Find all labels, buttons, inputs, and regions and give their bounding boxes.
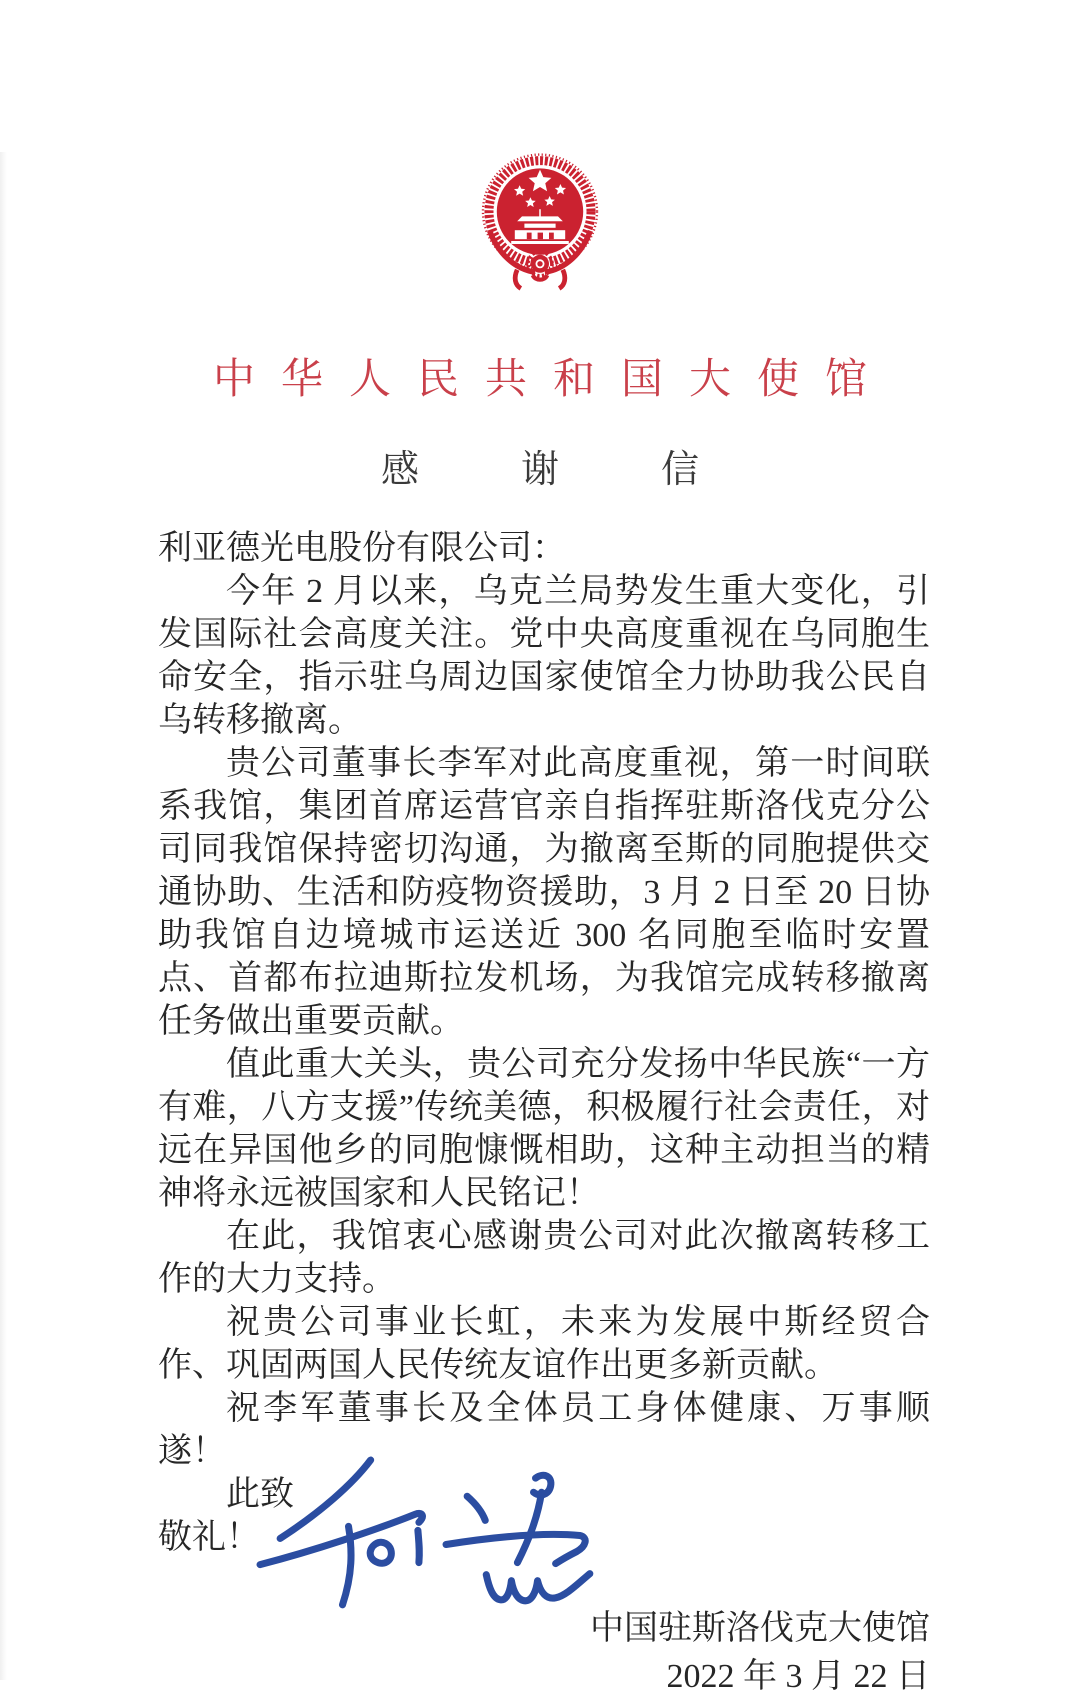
scan-edge-artifact <box>0 152 7 1680</box>
letter-paragraph: 祝贵公司事业长虹，未来为发展中斯经贸合作、巩固两国人民传统友谊作出更多新贡献。 <box>158 1304 930 1384</box>
salutation: 利亚德光电股份有限公司： <box>158 530 566 567</box>
letter-paragraph: 贵公司董事长李军对此高度重视，第一时间联系我馆，集团首席运营官亲自指挥驻斯洛伐克分公司同我馆保持密切沟通，为撤离至斯的同胞提供交通协助、生活和防疫物资援助，3 月 2 日至 20 日协助我馆自边境城市运送近 300 名同胞至临时安置点、首都布拉迪斯拉发机场，为我馆完成转移撤离任务做出重要贡献。 <box>158 745 930 1040</box>
closing-jingli: 敬礼！ <box>158 1519 260 1556</box>
prc-national-emblem-icon <box>480 152 600 294</box>
signature-date: 2022 年 3 月 22 日 <box>666 1658 930 1695</box>
letter-paragraph: 值此重大关头，贵公司充分发扬中华民族“一方有难，八方支援”传统美德，积极履行社会责任，对远在异国他乡的同胞慷慨相助，这种主动担当的精神将永远被国家和人民铭记！ <box>158 1046 930 1212</box>
embassy-header: 中华人民共和国大使馆 <box>212 357 893 403</box>
letter-paragraph: 今年 2 月以来，乌克兰局势发生重大变化，引发国际社会高度关注。党中央高度重视在乌同胞生命安全，指示驻乌周边国家使馆全力协助我公民自乌转移撤离。 <box>158 573 930 739</box>
letter-title: 感 谢 信 <box>380 449 731 491</box>
letter-paragraph: 祝李军董事长及全体员工身体健康、万事顺遂！ <box>158 1390 930 1470</box>
closing-zhici: 此致 <box>226 1476 294 1513</box>
signature-block <box>0 1605 1080 1701</box>
letter-body <box>158 527 930 1559</box>
letter-paragraph: 在此，我馆衷心感谢贵公司对此次撤离转移工作的大力支持。 <box>158 1218 930 1298</box>
letter-page <box>0 152 1080 1695</box>
signature-org: 中国驻斯洛伐克大使馆 <box>590 1610 930 1647</box>
